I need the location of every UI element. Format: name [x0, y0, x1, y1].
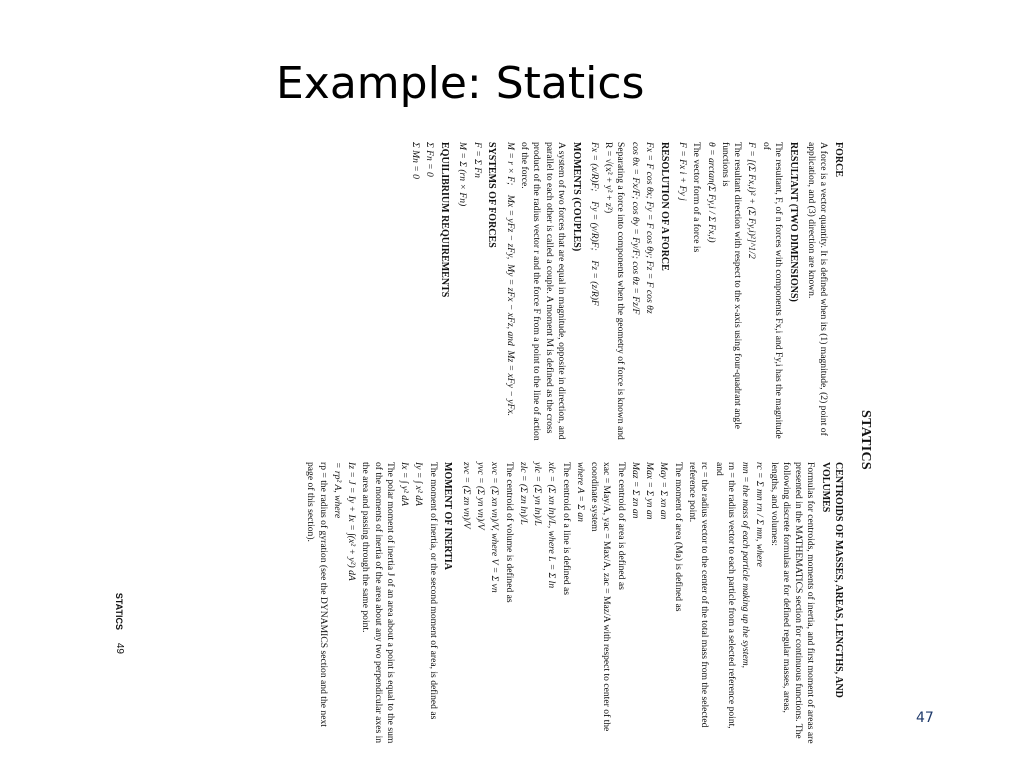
- section-heading: MOMENT OF INERTIA: [442, 462, 454, 570]
- section-heading: FORCE: [833, 142, 844, 177]
- section-heading: MOMENTS (COUPLES): [570, 142, 582, 252]
- equation: zvc = (Σ zn vn)/V: [460, 462, 472, 529]
- equation: where A = Σ an: [574, 462, 586, 522]
- equation: θ = arctan(Σ Fy,i / Σ Fx,i): [705, 142, 717, 243]
- equation: F = Σ Fn: [471, 142, 483, 178]
- equation: May = Σ xn an: [658, 462, 670, 520]
- rotated-handbook-page: [80, 130, 906, 750]
- equation: M = Σ (rn × Fn): [457, 142, 469, 207]
- section-heading: CENTROIDS OF MASSES, AREAS, LENGTHS, AND VOLUMES: [820, 462, 844, 698]
- equation: Σ Fn = 0: [424, 142, 436, 177]
- paragraph: rc = the radius vector to the center of the total mass from the selected reference point.: [687, 462, 711, 728]
- paragraph: The centroid of volume is defined as: [503, 462, 515, 603]
- paragraph: A force is a vector quantity. It is defined when its (1) magnitude, (2) point of application, and (3) direction are known.: [805, 142, 830, 436]
- paragraph: The moment of area (Ma) is defined as: [672, 462, 684, 612]
- equation: cos θx = Fx/F; cos θy = Fy/F; cos θz = Fz/F: [629, 142, 641, 315]
- slide-title: Example: Statics: [276, 58, 645, 109]
- equation: yvc = (Σ yn vn)/V: [475, 462, 487, 530]
- equation: Fx = (x/R)F; Fy = (y/R)F; Fz = (z/R)F: [588, 142, 600, 306]
- section: [456, 142, 497, 442]
- paragraph: The centroid of a line is defined as: [560, 462, 572, 595]
- section: [304, 462, 453, 744]
- section: [588, 142, 670, 442]
- equation: zlc = (Σ zn ln)/L: [517, 462, 529, 525]
- paragraph: xac = May/A, yac = Max/A, zac = Maz/A with respect to center of the coordinate system: [589, 462, 613, 732]
- left-column: [403, 142, 844, 442]
- equation: Ix = ∫ y² dA: [399, 462, 411, 506]
- section: [676, 142, 799, 442]
- paragraph: The resultant direction with respect to the x-axis using four-quadrant angle functions is: [719, 142, 744, 429]
- scanned-page: [80, 130, 906, 750]
- paragraph: A system of two forces that are equal in magnitude, opposite in direction, and parallel to each other is called a couple. A moment M is defined as the cross product of the radius vector r and the force F from a point to the line of action of the force.: [519, 142, 567, 441]
- page-heading: STATICS: [858, 410, 873, 470]
- equation: rc = Σ mn rn / Σ mn, where: [754, 462, 766, 567]
- equation: xlc = (Σ xn ln)/L, where L = Σ ln: [546, 462, 558, 589]
- paragraph: The resultant, F, of n forces with components Fx,i and Fy,i has the magnitude of: [760, 142, 784, 439]
- equation: ylc = (Σ yn ln)/L: [532, 462, 544, 526]
- equation: xvc = (Σ xn vn)/V, where V = Σ vn: [489, 462, 501, 593]
- paragraph: The centroid of area is defined as: [615, 462, 627, 590]
- equation: mn = the mass of each particle making up the system,: [740, 462, 752, 669]
- section-heading: SYSTEMS OF FORCES: [486, 142, 498, 248]
- paragraph: rn = the radius vector to each particle from a selected reference point, and: [713, 462, 737, 729]
- equation: F = Fx i + Fy j: [677, 142, 689, 201]
- section-heading: RESULTANT (TWO DIMENSIONS): [787, 142, 799, 302]
- equation: = rp² A, where: [331, 462, 343, 519]
- section-heading: EQUILIBRIUM REQUIREMENTS: [439, 142, 451, 298]
- equation: Iy = ∫ x² dA: [413, 462, 425, 506]
- paragraph: The polar moment of inertia J of an area about a point is equal to the sum of the moments of inertia of the area about any two perpendicular axes in the area and passing through the same point.: [360, 462, 396, 744]
- section-heading: RESOLUTION OF A FORCE: [658, 142, 670, 271]
- section: [460, 462, 845, 744]
- right-column: [298, 462, 844, 744]
- section: [504, 142, 582, 442]
- section: [409, 142, 450, 442]
- section: [805, 142, 844, 442]
- equation: Maz = Σ zn an: [629, 462, 641, 519]
- paragraph: Separating a force into components when the geometry of force is known and R = √(x² + y² + z²): [603, 142, 627, 440]
- equation: F = [(Σ Fx,i)² + (Σ Fy,i)²]^1/2: [746, 142, 758, 259]
- equation: Fx = F cos θx; Fy = F cos θy; Fz = F cos θz: [643, 142, 655, 314]
- equation: Σ Mn = 0: [410, 142, 422, 179]
- footer-page-number: 49: [114, 642, 125, 654]
- footer-label: STATICS: [114, 592, 124, 630]
- equation: Max = Σ yn an: [644, 462, 656, 520]
- slide-number: 47: [916, 710, 934, 726]
- equation: M = r × F; Mx = yFz − zFy, My = zFx − xFz, and Mz = xFy − yFx.: [504, 142, 516, 416]
- paragraph: Formulas for centroids, moments of inertia, and first moment of areas are presented in the MATHEMATICS section for continuous functions. The following discrete formulas are for defined regular masses, areas, lengths, and volumes:: [768, 462, 817, 744]
- paragraph: rp = the radius of gyration (see the DYNAMICS section and the next page of this section).: [305, 462, 329, 727]
- equation: Iz = J = Iy + Ix = ∫(x² + y²) dA: [346, 462, 358, 581]
- paragraph: The moment of inertia, or the second moment of area, is defined as: [427, 462, 439, 720]
- paragraph: The vector form of a force is: [691, 142, 703, 253]
